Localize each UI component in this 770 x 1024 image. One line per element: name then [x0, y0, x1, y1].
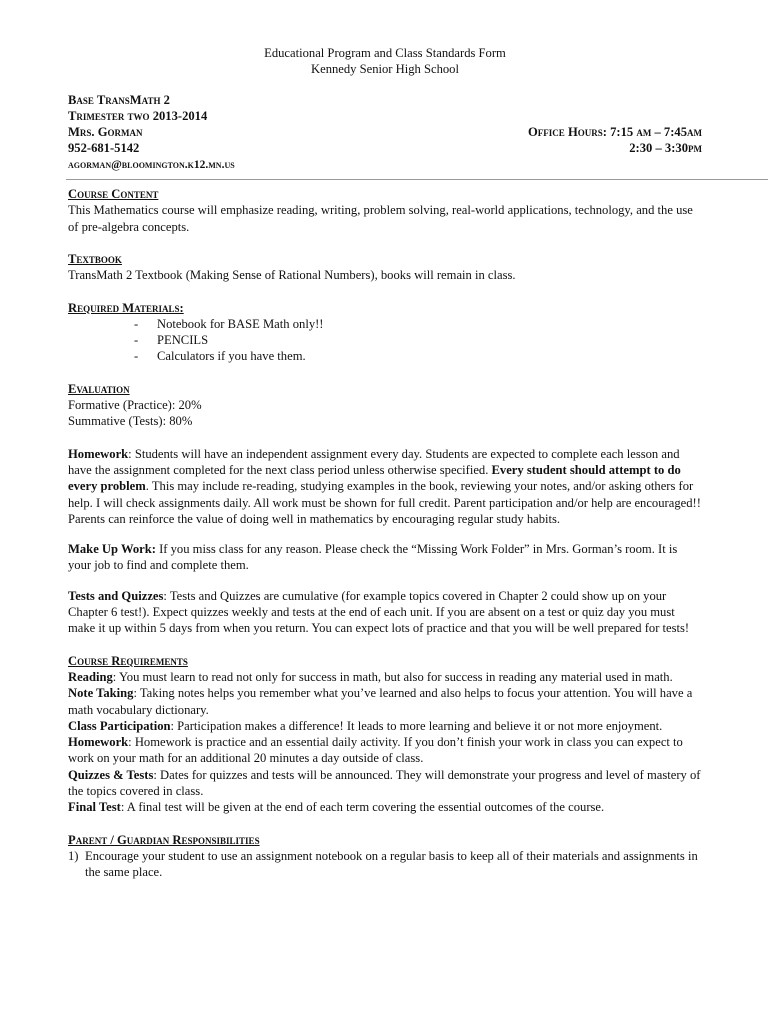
textbook-section: [68, 251, 702, 284]
list-item: - Notebook for BASE Math only!!: [134, 316, 702, 332]
course-info: [68, 92, 702, 173]
teacher-email: agorman@bloomington.k12.mn.us: [68, 158, 235, 171]
makeup-paragraph: [68, 541, 702, 574]
homework-emphasis: Every student should attempt to do every problem: [68, 462, 681, 494]
requirements-heading: Course Requirements: [68, 653, 188, 668]
requirement-item: [68, 734, 702, 767]
formative-weight: Formative (Practice): 20%: [68, 398, 202, 413]
materials-list: [68, 316, 702, 365]
homework-text-a: : Students will have an independent assignment every day. Students are expected to complete each lesson and have the assignment completed for the next class period unless otherwise specified.: [68, 446, 680, 477]
requirement-label: Class Participation: [68, 718, 171, 733]
course-content-heading: Course Content: [68, 187, 159, 202]
requirement-text: : Participation makes a difference! It leads to more learning and believe it or not more enjoyment.: [170, 718, 663, 733]
divider: [66, 179, 768, 180]
course-content-section: [68, 186, 702, 235]
document-title: Educational Program and Class Standards Form: [264, 46, 506, 60]
textbook-heading: Textbook: [68, 251, 122, 266]
tests-label: Tests and Quizzes: [68, 588, 164, 603]
course-name: Base TransMath 2: [68, 92, 170, 107]
evaluation-section: [68, 381, 702, 430]
parent-heading: Parent / Guardian Responsibilities: [68, 832, 260, 847]
materials-section: [68, 300, 702, 365]
requirement-text: : You must learn to read not only for success in math, but also for success in reading any material used in math.: [112, 669, 673, 684]
requirement-label: Final Test: [68, 800, 121, 815]
requirement-text: : Homework is practice and an essential daily activity. If you don’t finish your work in class you can expect to work on your math for an additional 20 minutes a day outside of class.: [68, 735, 683, 766]
tests-text: : Tests and Quizzes are cumulative (for example topics covered in Chapter 2 could show up on your Chapter 6 test!). Expect quizzes weekly and tests at the end of each unit. If you are absent on a test or quiz day you must make it up within 5 days from when you return. You can expect lots of practice and that you will be well prepared for tests!: [68, 588, 690, 636]
makeup-label: Make Up Work:: [68, 542, 156, 557]
materials-heading: Required Materials:: [68, 300, 184, 315]
list-text: Encourage your student to use an assignment notebook on a regular basis to keep all of their materials and assignments in the same place.: [85, 848, 698, 880]
makeup-text: If you miss class for any reason. Please check the “Missing Work Folder” in Mrs. Gorman’s room. It is your job to find and complete them.: [68, 542, 678, 573]
teacher-phone: 952-681-5142: [68, 141, 140, 156]
trimester: Trimester two 2013-2014: [68, 108, 208, 123]
requirement-item: [68, 669, 702, 685]
requirement-label: Note Taking: [68, 686, 134, 701]
list-item: - PENCILS: [134, 332, 702, 348]
office-hours-1: Office Hours: 7:15 am – 7:45am: [528, 125, 702, 140]
document-page: [68, 45, 702, 880]
list-number: 1): [68, 848, 79, 863]
requirement-label: Homework: [68, 735, 129, 750]
summative-weight: Summative (Tests): 80%: [68, 414, 193, 429]
requirements-section: [68, 653, 702, 816]
homework-paragraph: [68, 446, 702, 527]
parent-section: [68, 832, 702, 881]
requirement-item: [68, 767, 702, 800]
list-item: - Calculators if you have them.: [134, 348, 702, 364]
teacher-name: Mrs. Gorman: [68, 125, 143, 140]
office-hours-2: 2:30 – 3:30pm: [629, 141, 702, 156]
requirement-label: Reading: [68, 669, 113, 684]
list-item: [68, 848, 702, 881]
requirement-item: [68, 685, 702, 718]
requirement-text: : A final test will be given at the end of each term covering the essential outcomes of the course.: [120, 800, 605, 815]
school-name: Kennedy Senior High School: [311, 62, 459, 77]
course-content-text: This Mathematics course will emphasize reading, writing, problem solving, real-world applications, technology, and the use of pre-algebra concepts.: [68, 203, 693, 234]
homework-label: Homework: [68, 446, 129, 461]
requirement-label: Quizzes & Tests: [68, 767, 154, 782]
textbook-text: TransMath 2 Textbook (Making Sense of Rational Numbers), books will remain in class.: [68, 268, 516, 283]
requirement-item: [68, 799, 702, 815]
requirement-text: : Taking notes helps you remember what you’ve learned and also helps to focus your attention. You will have a math vocabulary dictionary.: [68, 686, 693, 717]
homework-text-b: . This may include re-reading, studying examples in the book, reviewing your notes, and/or asking others for help. I will check assignments daily. All work must be shown for full credit. Parent participation and/or help are encouraged!! Parents can reinforce the value of doing well in mathematics by encouraging regular study habits.: [68, 479, 701, 526]
requirement-text: : Dates for quizzes and tests will be announced. They will demonstrate your progress and level of mastery of the topics covered in class.: [68, 767, 701, 798]
parent-list: [68, 848, 702, 881]
evaluation-heading: Evaluation: [68, 381, 130, 396]
requirement-item: [68, 718, 702, 734]
tests-paragraph: [68, 588, 702, 637]
